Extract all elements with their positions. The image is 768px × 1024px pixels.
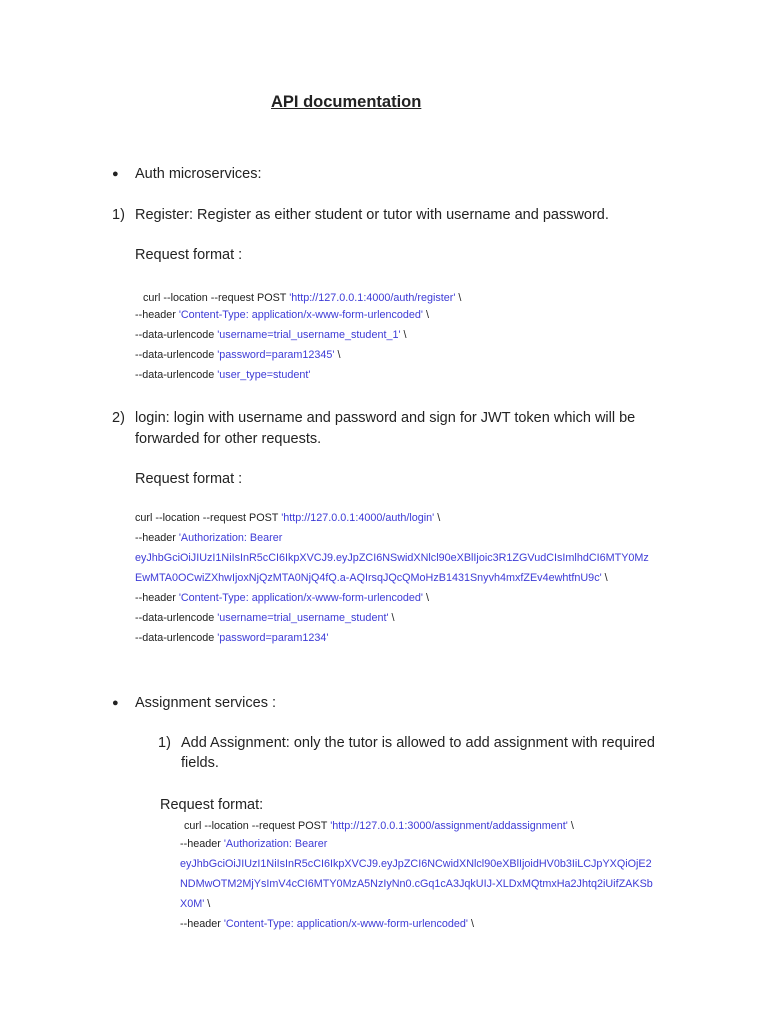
code-line: NDMwOTM2MjYsImV4cCI6MTY0MzA5NzIyNn0.cGq1cA3JqkUIJ-XLDxMQtmxHa2Jhtq2iUifZAKSb — [180, 878, 653, 890]
request-format-label: Request format : — [135, 247, 243, 263]
code-line: eyJhbGciOiJIUzI1NiIsInR5cCI6IkpXVCJ9.eyJpZCI6NCwidXNlcl90eXBlIjoidHV0b3IiLCJpYXQiOjE2 — [180, 858, 652, 870]
add-assignment-description: fields. — [181, 755, 219, 771]
login-description: login: login with username and password and sign for JWT token which will be — [135, 410, 636, 426]
code-line: --data-urlencode 'username=trial_username_student_1' \ — [135, 329, 407, 341]
code-line: eyJhbGciOiJIUzI1NiIsInR5cCI6IkpXVCJ9.eyJpZCI6NSwidXNlcl90eXBlIjoic3R1ZGVudCIsImlhdCI6MTY0Mz — [135, 552, 649, 564]
code-line: --header 'Authorization: Bearer — [135, 532, 283, 544]
request-format-label: Request format: — [160, 797, 264, 813]
code-line: --data-urlencode 'password=param12345' \ — [135, 349, 341, 361]
code-line: --data-urlencode 'username=trial_username_student' \ — [135, 612, 395, 624]
code-line: curl --location --request POST 'http://127.0.0.1:4000/auth/register' \ — [143, 292, 462, 304]
code-line: --header 'Content-Type: application/x-www-form-urlencoded' \ — [180, 918, 474, 930]
item-number: 1) — [112, 207, 125, 223]
item-number: 2) — [112, 410, 125, 426]
page-title: API documentation — [271, 93, 422, 111]
item-number: 1) — [158, 735, 171, 751]
code-line: --header 'Content-Type: application/x-www-form-urlencoded' \ — [135, 592, 429, 604]
section-heading-assignment: Assignment services : — [135, 695, 277, 711]
request-format-label: Request format : — [135, 471, 243, 487]
code-line: curl --location --request POST 'http://127.0.0.1:4000/auth/login' \ — [135, 512, 441, 524]
code-line: --data-urlencode 'password=param1234' — [135, 632, 329, 644]
code-line: X0M' \ — [180, 898, 211, 910]
code-line: curl --location --request POST 'http://127.0.0.1:3000/assignment/addassignment' \ — [184, 820, 574, 832]
section-heading-auth: Auth microservices: — [135, 166, 262, 182]
code-line: --header 'Authorization: Bearer — [180, 838, 328, 850]
code-line: --header 'Content-Type: application/x-www-form-urlencoded' \ — [135, 309, 429, 321]
login-description: forwarded for other requests. — [135, 431, 322, 447]
register-description: Register: Register as either student or tutor with username and password. — [135, 207, 609, 223]
code-line: --data-urlencode 'user_type=student' — [135, 369, 311, 381]
code-line: EwMTA0OCwiZXhwIjoxNjQzMTA0NjQ4fQ.a-AQIrsqJQcQMoHzB1431Snyvh4mxfZEv4ewhtfnU9c' \ — [135, 572, 608, 584]
bullet-icon: ● — [112, 697, 119, 709]
bullet-icon: ● — [112, 168, 119, 180]
add-assignment-description: Add Assignment: only the tutor is allowed to add assignment with required — [181, 735, 655, 751]
